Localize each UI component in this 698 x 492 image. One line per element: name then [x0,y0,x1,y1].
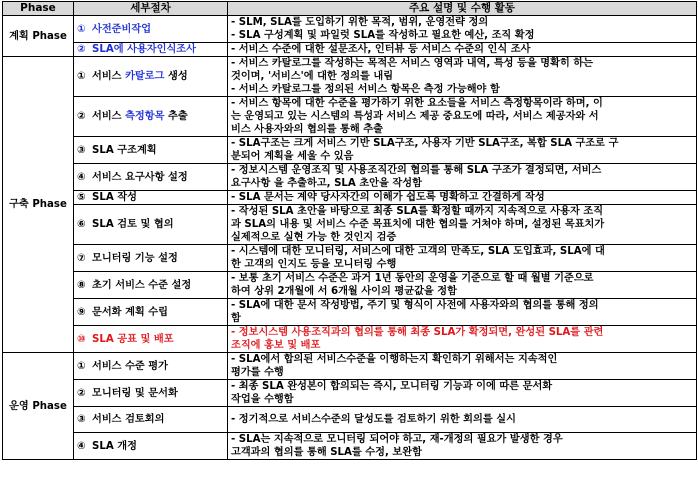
step-number: ④ [77,440,86,452]
step-number: ③ [77,144,86,156]
phase-plan-cell [3,16,74,57]
step-cell [74,353,228,380]
step-cell [74,299,228,326]
step-cell [74,326,228,353]
activity-line: 실제적으로 실현 가능 한 것인지 검증 [231,232,397,243]
step-number: ① [77,23,86,35]
step-label-highlight: 측정항목 [125,111,165,122]
activity-cell [228,407,697,433]
step-label: 서비스 요구사항 설정 [92,171,188,183]
activity-cell [228,97,697,137]
table-row [3,16,697,43]
step-number: ⑧ [77,279,86,291]
phase-operate-cell [3,353,74,460]
activity-cell [228,433,697,460]
activity-cell [228,43,697,57]
activity-cell [228,245,697,272]
activity-line: - 최종 SLA 완성본이 합의되는 즉시, 모니터링 기능과 이에 따른 문서화 [231,381,553,392]
step-number: ⑨ [77,306,86,318]
step-cell [74,97,228,137]
activity-line: - 서비스 카탈로그를 작성하는 목적은 서비스 영역과 내역, 특성 등을 명확히 하는 [231,58,594,69]
table-row [3,137,697,164]
step-number: ⑥ [77,219,86,230]
activity-cell [228,299,697,326]
step-cell [74,16,228,43]
activity-cell [228,137,697,164]
activity-cell [228,16,697,43]
activity-line: 비스 사용자와의 협의를 통해 추출 [231,124,383,135]
step-cell [74,191,228,205]
table-row [3,380,697,407]
activity-line: - 정기적으로 서비스수준의 달성도를 검토하기 위한 회의를 실시 [231,414,516,425]
step-label: 모니터링 및 문서화 [92,387,178,399]
activity-line: - 서비스 카탈로그를 정의된 서비스 항목은 측정 가능해야 함 [231,84,500,95]
table-row [3,191,697,205]
phase-label: 구축 Phase [9,199,67,210]
step-cell [74,137,228,164]
step-label: SLA 구조계획 [92,144,157,156]
step-label-highlight: 카탈로그 [125,71,165,82]
phase-build-cell [3,57,74,353]
step-cell [74,57,228,97]
activity-line: - 서비스 항목에 대한 수준을 평가하기 위한 요소들을 서비스 측정항목이라 하며, 이 [231,98,603,109]
step-label: 서비스 카탈로그 생성 [92,71,188,82]
step-number: ⑤ [77,192,86,203]
table-row [3,407,697,433]
table-row [3,272,697,299]
table-row [3,164,697,191]
activity-line: - SLA구조는 크게 서비스 기반 SLA구조, 사용자 기반 SLA구조, 복합 SLA 구조로 구 [231,138,619,149]
step-number: ② [77,387,86,399]
table-row [3,433,697,460]
step-label: 모니터링 기능 설정 [92,252,178,264]
step-label: SLA에 사용자인식조사 [92,44,196,55]
table-row [3,205,697,245]
step-label: 문서화 계획 수립 [92,306,168,318]
activity-line: - 정보시스템 사용조직과의 협의를 통해 최종 SLA가 확정되면, 완성된 SLA를 관련 [231,327,604,338]
step-number: ① [77,360,86,372]
activity-cell [228,326,697,353]
activity-line: 한 고객의 인지도 등을 모니터링 수행 [231,259,397,270]
step-number: ③ [77,414,86,425]
step-number: ④ [77,171,86,183]
step-cell [74,205,228,245]
activity-line: 요구사항 을 추출하고, SLA 초안을 작성함 [231,178,422,189]
step-label: 초기 서비스 수준 설정 [92,279,192,291]
step-cell [74,272,228,299]
step-number: ② [77,111,86,122]
activity-line: - SLA에서 합의된 서비스수준을 이행하는지 확인하기 위해서는 지속적인 [231,354,558,365]
table-row [3,245,697,272]
step-cell [74,245,228,272]
activity-line: 분되어 계획을 세울 수 있음 [231,151,354,162]
step-label: 서비스 수준 평가 [92,360,168,372]
activity-line: 과 SLA의 내용 및 서비스 수준 목표치에 대한 협의를 거쳐야 하며, 설정된 목표치가 [231,219,605,230]
step-number: ① [77,71,86,82]
step-cell [74,380,228,407]
header-row [3,2,697,16]
activity-line: - 작성된 SLA 초안을 바탕으로 최종 SLA를 확정할 때까지 지속적으로 사용자 조직 [231,206,604,217]
step-label: SLA 개정 [92,440,137,452]
activity-cell [228,353,697,380]
activity-line: 작업을 수행함 [231,394,294,405]
table-row [3,57,697,97]
step-cell [74,433,228,460]
activity-line: - 정보시스템 운영조직 및 사용조직간의 협의를 통해 SLA 구조가 결정되면, 서비스 [231,165,602,176]
activity-line: 고객과의 협의를 통해 SLA를 수정, 보완함 [231,447,422,458]
table-row [3,299,697,326]
phase-label: 운영 Phase [9,400,67,412]
table-row [3,43,697,57]
header-step: 세부절차 [74,2,228,16]
activity-cell [228,205,697,245]
step-number: ⑦ [77,252,86,264]
step-label: 사전준비작업 [92,23,152,35]
activity-cell [228,164,697,191]
step-label: SLA 검토 및 협의 [92,219,174,230]
step-label: SLA 공표 및 배포 [92,333,174,345]
activity-line: 는 운영되고 있는 시스템의 특성과 서비스 제공 중요도에 따라, 서비스 제공자와 서 [231,111,599,122]
step-label: 서비스 검토회의 [92,414,165,425]
sla-procedure-table [2,1,697,460]
table-body [3,16,697,460]
phase-label: 계획 Phase [9,30,67,42]
activity-line: - SLA는 지속적으로 모니터링 되어야 하고, 재-개정의 필요가 발생한 경우 [231,434,563,445]
step-label: 서비스 측정항목 추출 [92,111,188,122]
step-number: ② [77,44,86,55]
step-cell [74,407,228,433]
activity-line: - 보통 초기 서비스 수준은 과거 1년 동안의 운영을 기준으로 할 때 월별 기준으로 [231,273,594,284]
header-activity: 주요 설명 및 수행 활동 [228,2,697,16]
activity-line: 것이며, '서비스'에 대한 정의를 내림 [231,71,394,82]
activity-line: - SLA 구성계획 및 파일럿 SLA를 작성하고 필요한 예산, 조직 확정 [231,30,535,41]
table-row [3,353,697,380]
activity-line: 조직에 홍보 및 배포 [231,340,321,351]
activity-line: 하여 상위 2개월에 서 6개월 사이의 평균값을 정함 [231,286,457,297]
header-phase: Phase [3,2,74,16]
activity-line: 함 [231,313,241,324]
step-cell [74,43,228,57]
activity-cell [228,57,697,97]
activity-line: 평가를 수행 [231,367,284,378]
step-label: SLA 작성 [92,192,137,203]
activity-line: - 서비스 수준에 대한 설문조사, 인터뷰 등 서비스 수준의 인식 조사 [231,44,531,55]
table-row [3,97,697,137]
activity-line: - SLA에 대한 문서 작성방법, 주기 및 형식이 사전에 사용자와의 협의를 통해 정의 [231,300,599,311]
activity-line: - 시스템에 대한 모니터링, 서비스에 대한 고객의 만족도, SLA 도입효과, SLA에 대 [231,246,605,257]
step-cell [74,164,228,191]
step-number: ⑩ [77,333,86,345]
activity-cell [228,272,697,299]
table-row [3,326,697,353]
activity-line: - SLM, SLA를 도입하기 위한 목적, 범위, 운영전략 정의 [231,17,489,28]
activity-line: - SLA 문서는 계약 당사자간의 이해가 쉽도록 명확하고 간결하게 작성 [231,192,545,203]
activity-cell [228,380,697,407]
activity-cell [228,191,697,205]
